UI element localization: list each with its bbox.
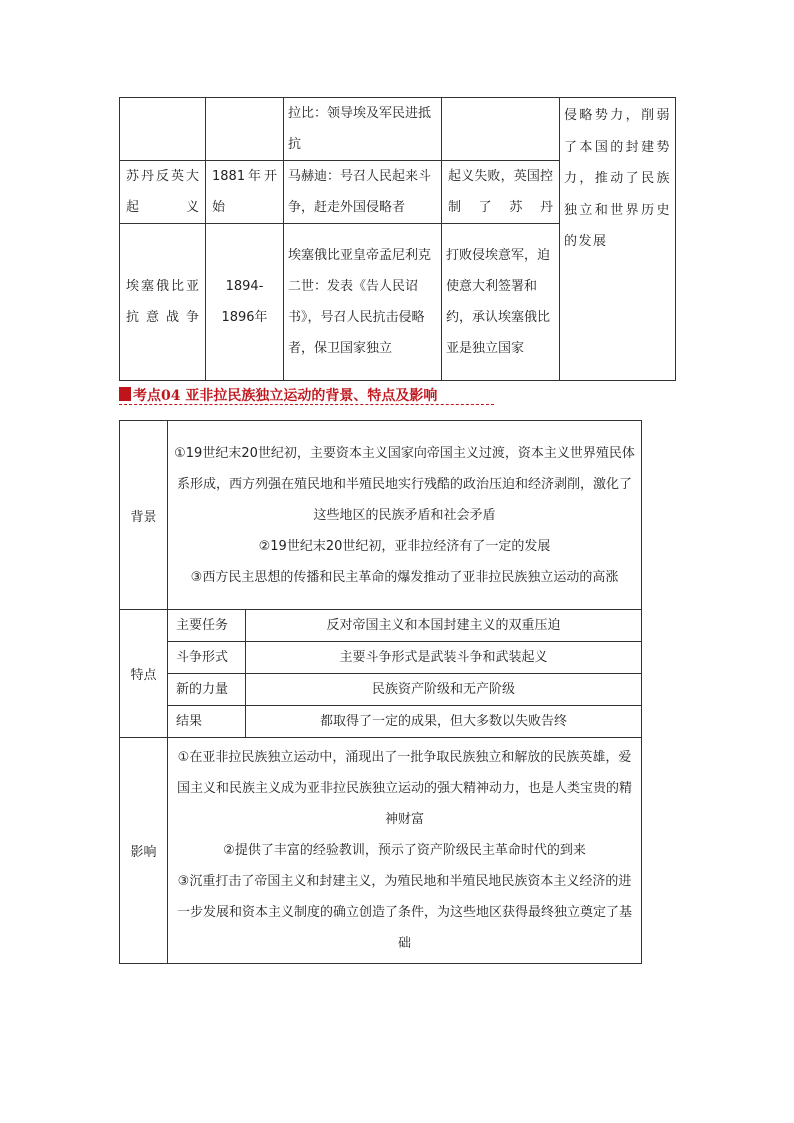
impact-point-3: ③沉重打击了帝国主义和封建主义，为殖民地和半殖民地民族资本主义经济的进一步发展和资本主义制度的确立创造了条件，为这些地区获得最终独立奠定了基础	[176, 874, 632, 951]
event-name-cell: 埃塞俄比亚抗意战争	[120, 224, 206, 381]
background-label: 背景	[120, 421, 168, 610]
feature-key: 主要任务	[168, 610, 246, 642]
significance-cell: 侵略势力，削弱了本国的封建势力，推动了民族独立和世界历史的发展	[560, 98, 676, 381]
section-underline	[119, 404, 494, 405]
background-point-2: ②19世纪末20世纪初，亚非拉经济有了一定的发展	[258, 538, 551, 554]
background-content	[168, 421, 642, 610]
feature-key: 斗争形式	[168, 642, 246, 674]
event-date-cell: 1894-1896年	[206, 224, 284, 381]
background-point-1: ①19世纪末20世纪初，主要资本主义国家向帝国主义过渡，资本主义世界殖民体系形成，西方列强在殖民地和半殖民地实行残酷的政治压迫和经济剥削，激化了这些地区的民族矛盾和社会矛盾	[174, 445, 635, 523]
event-date-cell: 1881年开始	[206, 161, 284, 224]
event-figure-cell: 马赫迪：号召人民起来斗争，赶走外国侵略者	[284, 161, 442, 224]
impact-point-1: ①在亚非拉民族独立运动中，涌现出了一批争取民族独立和解放的民族英雄，爱国主义和民族主义成为亚非拉民族独立运动的强大精神动力，也是人类宝贵的精神财富	[176, 750, 632, 827]
section-title: 考点04 亚非拉民族独立运动的背景、特点及影响	[133, 388, 438, 404]
section-marker-icon	[119, 387, 131, 401]
event-name-cell	[120, 98, 206, 161]
event-name-cell: 苏丹反英大起义	[120, 161, 206, 224]
event-result-cell	[442, 98, 560, 161]
event-figure-cell: 埃塞俄比亚皇帝孟尼利克二世：发表《告人民诏书》，号召人民抗击侵略者，保卫国家独立	[284, 224, 442, 381]
event-result-cell: 起义失败，英国控制了苏丹	[442, 161, 560, 224]
movement-summary-table	[119, 420, 642, 964]
event-figure-cell: 拉比：领导埃及军民进抵抗	[284, 98, 442, 161]
feature-key: 新的力量	[168, 674, 246, 706]
feature-value: 民族资产阶级和无产阶级	[246, 674, 642, 706]
impact-label: 影响	[120, 738, 168, 964]
impact-point-2: ②提供了丰富的经验教训，预示了资产阶级民主革命时代的到来	[223, 843, 586, 858]
section-header	[119, 383, 519, 407]
feature-key: 结果	[168, 706, 246, 738]
event-date-cell	[206, 98, 284, 161]
event-result-cell: 打败侵埃意军，迫使意大利签署和约，承认埃塞俄比亚是独立国家	[442, 224, 560, 381]
background-point-3: ③西方民主思想的传播和民主革命的爆发推动了亚非拉民族独立运动的高涨	[190, 569, 619, 585]
impact-content	[168, 738, 642, 964]
history-events-table	[119, 97, 676, 381]
feature-value: 反对帝国主义和本国封建主义的双重压迫	[246, 610, 642, 642]
feature-value: 主要斗争形式是武装斗争和武装起义	[246, 642, 642, 674]
feature-value: 都取得了一定的成果，但大多数以失败告终	[246, 706, 642, 738]
features-label: 特点	[120, 610, 168, 738]
